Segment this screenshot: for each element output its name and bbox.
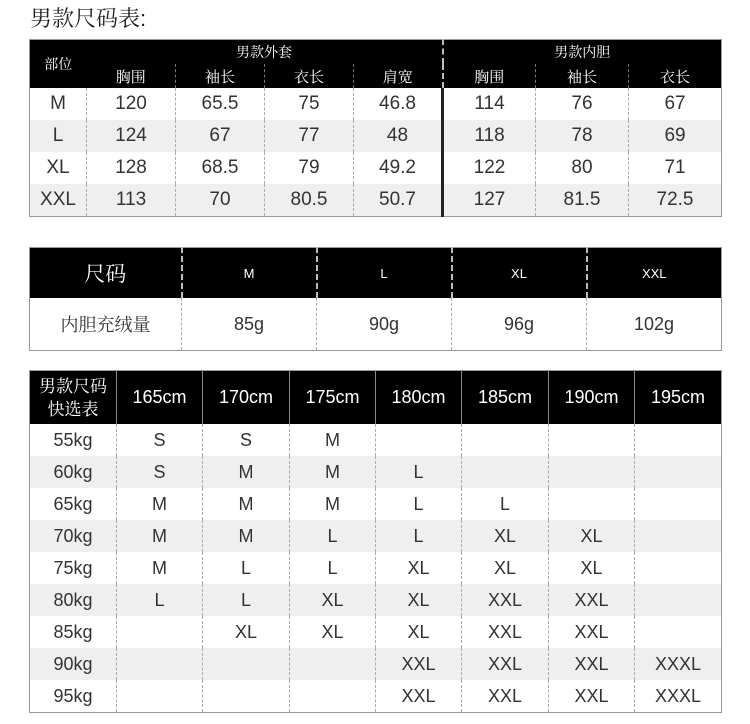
table-cell: 70 xyxy=(176,184,265,217)
table-cell: M xyxy=(203,456,290,488)
column-header: 袖长 xyxy=(536,64,629,88)
table-cell: M xyxy=(117,520,203,552)
table-cell: XXL xyxy=(549,616,635,648)
table-cell: 79 xyxy=(265,152,354,184)
table-cell xyxy=(462,456,549,488)
column-header: 195cm xyxy=(635,371,722,425)
table-corner-label: 尺码 xyxy=(30,248,182,299)
table-cell: L xyxy=(376,520,462,552)
table-cell: M xyxy=(203,520,290,552)
table-cell: 122 xyxy=(443,152,536,184)
weight-label: 75kg xyxy=(53,557,93,578)
table-cell: 102g xyxy=(587,298,722,351)
column-header: 衣长 xyxy=(265,64,354,88)
table-cell: 68.5 xyxy=(176,152,265,184)
table-cell: 48 xyxy=(354,120,443,152)
table-cell: M xyxy=(117,552,203,584)
table-cell: M xyxy=(203,488,290,520)
table-cell: 65.5 xyxy=(176,88,265,120)
table-cell: 80 xyxy=(536,152,629,184)
table-cell: L xyxy=(290,520,376,552)
size-chart-table xyxy=(29,39,722,217)
table-row xyxy=(30,488,722,520)
table-cell xyxy=(549,424,635,456)
column-header: 170cm xyxy=(203,371,290,425)
table-cell: XXL xyxy=(376,680,462,713)
table-cell: XXL xyxy=(549,584,635,616)
table-cell: XXL xyxy=(549,680,635,713)
table-cell: XL xyxy=(203,616,290,648)
table-cell xyxy=(462,424,549,456)
table-row xyxy=(30,424,722,456)
column-header: 胸围 xyxy=(115,68,146,86)
table-cell xyxy=(635,424,722,456)
table-row xyxy=(30,552,722,584)
table-cell: L xyxy=(376,456,462,488)
table-cell xyxy=(635,584,722,616)
table-cell: M xyxy=(290,456,376,488)
table-cell: XXL xyxy=(462,616,549,648)
table-cell xyxy=(635,616,722,648)
table-cell: XXL xyxy=(462,648,549,680)
table-cell: XXL xyxy=(462,680,549,713)
table-cell xyxy=(376,424,462,456)
table-cell: M xyxy=(290,424,376,456)
table-cell: 81.5 xyxy=(536,184,629,217)
table-row xyxy=(30,184,722,217)
quick-size-table xyxy=(29,370,722,713)
table-cell: XL xyxy=(462,552,549,584)
corner-line-1: 男款尺码 xyxy=(39,376,107,396)
weight-label: 90kg xyxy=(30,648,117,680)
table-cell: XXL xyxy=(376,648,462,680)
table-cell: 124 xyxy=(87,120,176,152)
table-cell: L xyxy=(376,488,462,520)
table-cell: 77 xyxy=(265,120,354,152)
table-row xyxy=(30,298,722,351)
table-cell: XXXL xyxy=(635,680,722,713)
table-cell: M xyxy=(290,488,376,520)
table-cell xyxy=(635,520,722,552)
size-label: M xyxy=(50,93,66,114)
table-cell xyxy=(117,616,203,648)
table-cell: XL xyxy=(549,520,635,552)
column-header: 190cm xyxy=(549,371,635,425)
weight-label: 80kg xyxy=(30,584,117,616)
table-row xyxy=(30,616,722,648)
down-fill-table xyxy=(29,247,722,351)
table-cell: XL xyxy=(376,616,462,648)
table-cell xyxy=(290,648,376,680)
table-cell: S xyxy=(117,456,203,488)
table-cell: L xyxy=(203,584,290,616)
table-cell xyxy=(290,680,376,713)
table-corner-label: 部位 xyxy=(30,40,87,89)
table-cell: 71 xyxy=(629,152,722,184)
page-title: 男款尺码表: xyxy=(30,6,147,31)
table-cell: 49.2 xyxy=(354,152,443,184)
column-header: M xyxy=(182,248,317,299)
table-cell: 85g xyxy=(182,298,317,351)
table-cell: XL xyxy=(376,584,462,616)
table-cell xyxy=(549,456,635,488)
table-cell: S xyxy=(203,424,290,456)
weight-label: 55kg xyxy=(53,429,93,450)
table-row xyxy=(30,648,722,680)
size-label: XL xyxy=(46,157,70,178)
table-cell: 128 xyxy=(87,152,176,184)
table-cell: XXXL xyxy=(635,648,722,680)
table-cell: XL xyxy=(376,552,462,584)
table-cell: L xyxy=(203,552,290,584)
table-cell xyxy=(549,488,635,520)
table-cell: L xyxy=(117,584,203,616)
table-cell xyxy=(117,648,203,680)
table-cell: 72.5 xyxy=(629,184,722,217)
weight-label: 95kg xyxy=(53,685,93,706)
table-cell xyxy=(117,680,203,713)
column-header: XL xyxy=(452,248,587,299)
table-row xyxy=(30,152,722,184)
table-cell: 96g xyxy=(452,298,587,351)
table-cell: 80.5 xyxy=(265,184,354,217)
table-corner-label xyxy=(30,371,117,425)
column-header: 袖长 xyxy=(176,64,265,88)
table-cell: XL xyxy=(462,520,549,552)
row-label: 内胆充绒量 xyxy=(60,315,151,335)
table-cell: XL xyxy=(549,552,635,584)
table-cell: S xyxy=(117,424,203,456)
table-cell: 69 xyxy=(629,120,722,152)
table-cell: XXL xyxy=(462,584,549,616)
table-cell: 114 xyxy=(443,88,536,120)
column-header: XXL xyxy=(587,248,722,299)
table-row xyxy=(30,456,722,488)
table-cell: 50.7 xyxy=(354,184,443,217)
column-header: 衣长 xyxy=(629,64,722,88)
size-label: L xyxy=(30,120,87,152)
table-row xyxy=(30,584,722,616)
table-cell: L xyxy=(290,552,376,584)
table-cell: 90g xyxy=(317,298,452,351)
table-cell: 75 xyxy=(265,88,354,120)
table-cell: XXL xyxy=(549,648,635,680)
weight-label: 70kg xyxy=(30,520,117,552)
column-header: 175cm xyxy=(290,371,376,425)
table-cell: XL xyxy=(290,616,376,648)
group-header-liner: 男款内胆 xyxy=(443,40,722,65)
group-header-coat: 男款外套 xyxy=(236,44,292,60)
table-cell: 76 xyxy=(536,88,629,120)
table-cell: 46.8 xyxy=(354,88,443,120)
table-row xyxy=(30,520,722,552)
column-header: 180cm xyxy=(376,371,462,425)
table-row xyxy=(30,88,722,120)
table-cell: 127 xyxy=(443,184,536,217)
column-header: 185cm xyxy=(462,371,549,425)
table-cell: 118 xyxy=(443,120,536,152)
table-row xyxy=(30,680,722,713)
column-header: L xyxy=(317,248,452,299)
column-header: 胸围 xyxy=(443,64,536,88)
table-cell: 113 xyxy=(87,184,176,217)
table-cell: M xyxy=(117,488,203,520)
weight-label: 65kg xyxy=(53,493,93,514)
table-cell: 78 xyxy=(536,120,629,152)
weight-label: 85kg xyxy=(53,621,93,642)
table-cell: XL xyxy=(290,584,376,616)
table-cell xyxy=(635,552,722,584)
column-header: 165cm xyxy=(117,371,203,425)
column-header: 肩宽 xyxy=(354,64,443,88)
table-cell: L xyxy=(462,488,549,520)
corner-line-2: 快选表 xyxy=(47,399,99,419)
table-cell xyxy=(203,648,290,680)
weight-label: 60kg xyxy=(30,456,117,488)
table-cell xyxy=(635,488,722,520)
size-label: XXL xyxy=(30,184,87,217)
table-cell xyxy=(635,456,722,488)
table-cell xyxy=(203,680,290,713)
table-cell: 67 xyxy=(176,120,265,152)
table-cell: 120 xyxy=(87,88,176,120)
table-cell: 67 xyxy=(629,88,722,120)
table-row xyxy=(30,120,722,152)
